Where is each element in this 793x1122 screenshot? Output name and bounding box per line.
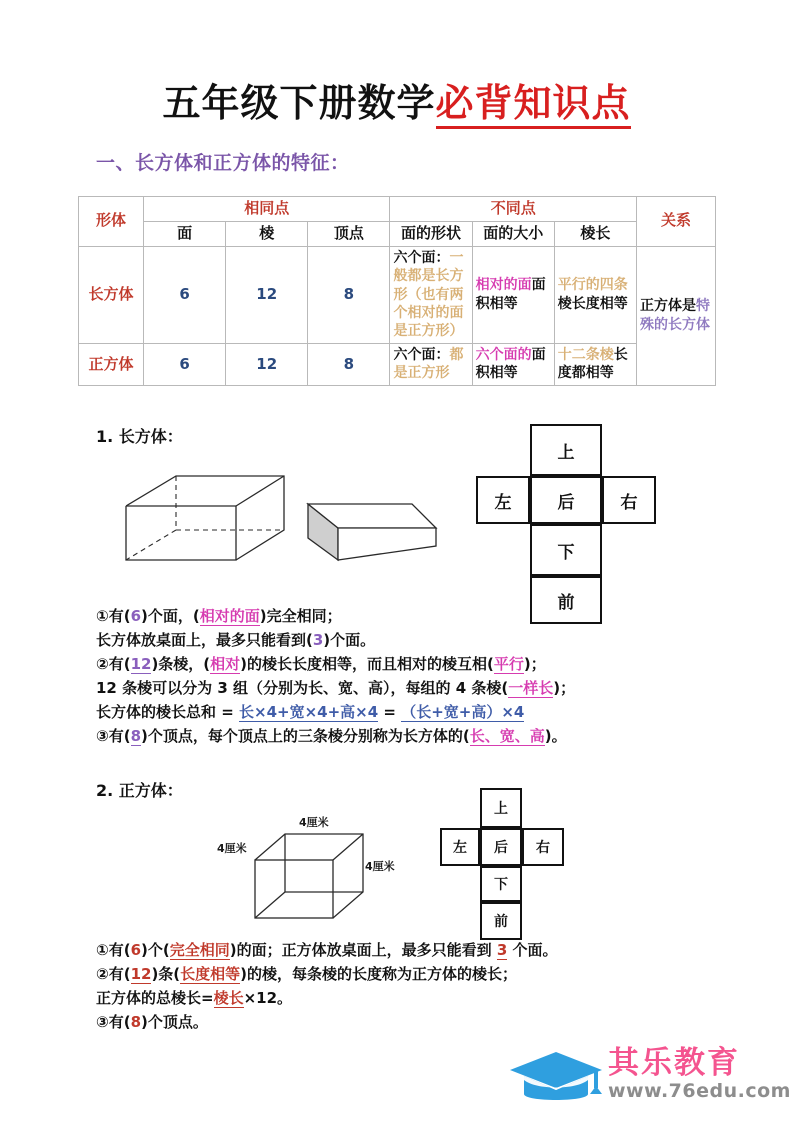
- table-row: [79, 343, 716, 385]
- c-n3-key2: 平行: [493, 655, 524, 673]
- header-faces: 面: [144, 221, 226, 246]
- row-cuboid-face-size: [472, 246, 554, 343]
- net-cell-right: 右: [602, 476, 656, 524]
- cube-edge-key: 十二条棱: [557, 346, 614, 363]
- cuboid-note-line-3: [96, 652, 575, 676]
- cube-notes: [96, 938, 558, 1034]
- header-diff-points: 不同点: [390, 197, 637, 222]
- cube-net-diagram: [440, 788, 570, 934]
- site-logo: [508, 1045, 791, 1112]
- cuboid-face-shape-prefix: 六个面：: [393, 249, 450, 266]
- cuboid-face-shape-detail: 一般都是长方形（也有两个相对的面是正方形）: [393, 249, 464, 340]
- graduation-cap-icon: [508, 1050, 604, 1108]
- table-row: [79, 246, 716, 343]
- c-n4-a: 12 条棱可以分为 3 组（分别为长、宽、高），每组的 4 条棱(: [96, 679, 509, 697]
- title-black-part: 五年级下册数学: [162, 81, 436, 125]
- cuboid-note-line-1: [96, 604, 575, 628]
- cube-label-top: 4厘米: [299, 816, 329, 829]
- cube-note-line-1: [96, 938, 558, 962]
- net-cell-back: 后: [480, 828, 522, 866]
- cube-note-line-2: [96, 962, 558, 986]
- net-cell-top: 上: [480, 788, 522, 828]
- net-cell-left: 左: [476, 476, 530, 524]
- characteristics-table: [78, 196, 716, 386]
- cube-figure: [215, 808, 415, 932]
- c-n5-c: =: [378, 703, 402, 721]
- relation-part1: 正方体是: [640, 298, 696, 315]
- q-n4-b: )个顶点。: [141, 1013, 208, 1031]
- net-cell-back: 后: [530, 476, 602, 524]
- cuboid-face-size-rest: 面积相等: [475, 277, 546, 312]
- net-cell-bottom: 下: [530, 524, 602, 576]
- row-cuboid-faces: 6: [144, 246, 226, 343]
- q-n2-key: 长度相等: [180, 965, 241, 983]
- q-n3-key: 棱长: [213, 989, 244, 1007]
- logo-text-block: [608, 1046, 791, 1102]
- subheading-cube: 2. 正方体：: [96, 781, 183, 800]
- q-n1-a: ①有(: [96, 941, 131, 959]
- table-header-row-2: [79, 221, 716, 246]
- c-n3-f: )；: [523, 655, 546, 673]
- page-title: [0, 72, 793, 127]
- cube-face-size-key: 六个面的: [475, 346, 532, 363]
- q-n1-num: 6: [130, 941, 141, 959]
- net-cell-right: 右: [522, 828, 564, 866]
- cube-face-shape-detail: 都是正方形: [393, 346, 464, 382]
- q-n1-e: 个面。: [507, 941, 558, 959]
- q-n2-a: ②有(: [96, 965, 131, 983]
- header-relation: 关系: [637, 197, 716, 247]
- c-n1-a: ①有(: [96, 607, 131, 625]
- logo-url: www.76edu.com: [608, 1080, 791, 1102]
- c-n6-b: )个顶点，每个顶点上的三条棱分别称为长方体的(: [141, 727, 470, 745]
- cube-label-left: 4厘米: [217, 842, 247, 855]
- q-n3-c: ×12。: [243, 989, 293, 1007]
- row-cuboid-edges: 12: [226, 246, 308, 343]
- cube-note-line-4: [96, 1010, 558, 1034]
- cuboid-solid-figure: [300, 482, 440, 578]
- q-n4-num: 8: [130, 1013, 141, 1031]
- cube-label-right: 4厘米: [365, 860, 395, 873]
- cuboid-face-size-key: 相对的面: [475, 277, 532, 294]
- c-n1-num: 6: [130, 607, 141, 625]
- q-n1-b: )个(: [141, 941, 170, 959]
- c-n6-key: 长、宽、高: [469, 727, 545, 745]
- header-edges: 棱: [226, 221, 308, 246]
- cube-face-size-rest: 面积相等: [475, 346, 546, 382]
- c-n3-a: ②有(: [96, 655, 131, 673]
- header-edge-length: 棱长: [554, 221, 636, 246]
- row-cube-edge-length: [554, 343, 636, 385]
- q-n2-num: 12: [130, 965, 152, 983]
- c-n4-c: )；: [553, 679, 576, 697]
- cube-edge-rest: 长度都相等: [557, 346, 628, 382]
- cuboid-net-diagram: [476, 424, 656, 613]
- subheading-cuboid: 1. 长方体：: [96, 427, 183, 446]
- cuboid-note-line-5: [96, 700, 575, 724]
- row-cube-name: 正方体: [79, 343, 144, 385]
- q-n2-d: )的棱，每条棱的长度称为正方体的棱长；: [240, 965, 518, 983]
- c-n6-num: 8: [130, 727, 141, 745]
- c-n5-a: 长方体的棱长总和 =: [96, 703, 240, 721]
- relation-part3: 的长方体: [654, 316, 710, 333]
- characteristics-table-wrapper: [78, 196, 716, 386]
- header-same-points: 相同点: [144, 197, 390, 222]
- cuboid-note-line-6: [96, 724, 575, 748]
- q-n1-num2: 3: [496, 941, 508, 959]
- logo-brand-name: 其乐教育: [608, 1045, 740, 1081]
- cuboid-wireframe-figure: [118, 468, 288, 582]
- net-cell-front: 前: [530, 576, 602, 624]
- q-n3-a: 正方体的总棱长=: [96, 989, 214, 1007]
- row-cuboid-name: 长方体: [79, 246, 144, 343]
- q-n1-d: )的面；正方体放桌面上，最多只能看到: [229, 941, 497, 959]
- c-n3-key1: 相对: [210, 655, 241, 673]
- row-cube-face-shape: [390, 343, 472, 385]
- cube-note-line-3: [96, 986, 558, 1010]
- net-cell-bottom: 下: [480, 866, 522, 902]
- c-n6-a: ③有(: [96, 727, 131, 745]
- row-cube-vertices: 8: [308, 343, 390, 385]
- q-n4-a: ③有(: [96, 1013, 131, 1031]
- c-n3-d: )的棱长长度相等，而且相对的棱互相(: [240, 655, 494, 673]
- c-n4-key: 一样长: [508, 679, 554, 697]
- c-n2-a: 长方体放桌面上，最多只能看到(: [96, 631, 313, 649]
- net-cell-left: 左: [440, 828, 480, 866]
- relation-part2: 特殊: [640, 298, 710, 333]
- cuboid-note-line-4: [96, 676, 575, 700]
- c-n1-d: )完全相同；: [259, 607, 342, 625]
- c-n3-num: 12: [130, 655, 152, 673]
- c-n5-formula2: （长+宽+高）×4: [401, 703, 525, 721]
- cube-face-shape-prefix: 六个面：: [393, 346, 450, 363]
- row-cuboid-vertices: 8: [308, 246, 390, 343]
- c-n6-d: )。: [544, 727, 567, 745]
- header-face-shape: 面的形状: [390, 221, 472, 246]
- cuboid-edge-key: 平行的四条: [557, 277, 628, 294]
- c-n5-formula1: 长×4+宽×4+高×4: [239, 703, 379, 721]
- row-cube-face-size: [472, 343, 554, 385]
- net-cell-front: 前: [480, 902, 522, 940]
- c-n2-num: 3: [312, 631, 324, 649]
- row-cuboid-face-shape: [390, 246, 472, 343]
- row-cube-edges: 12: [226, 343, 308, 385]
- c-n3-b: )条棱，(: [151, 655, 211, 673]
- table-header-row-1: [79, 197, 716, 222]
- row-cube-faces: 6: [144, 343, 226, 385]
- cuboid-edge-rest: 棱长度相等: [557, 295, 628, 312]
- cuboid-note-line-2: [96, 628, 575, 652]
- q-n1-key: 完全相同: [169, 941, 230, 959]
- row-relation-cell: [637, 246, 716, 385]
- header-face-size: 面的大小: [472, 221, 554, 246]
- header-form: 形体: [79, 197, 144, 247]
- cuboid-notes: [96, 604, 575, 748]
- title-red-part: 必背知识点: [436, 81, 631, 129]
- header-vertices: 顶点: [308, 221, 390, 246]
- q-n2-b: )条(: [151, 965, 181, 983]
- section-heading: 一、长方体和正方体的特征：: [96, 152, 350, 174]
- c-n1-key: 相对的面: [199, 607, 260, 625]
- row-cuboid-edge-length: [554, 246, 636, 343]
- net-cell-top: 上: [530, 424, 602, 476]
- c-n1-b: )个面，(: [141, 607, 200, 625]
- c-n2-b: )个面。: [323, 631, 376, 649]
